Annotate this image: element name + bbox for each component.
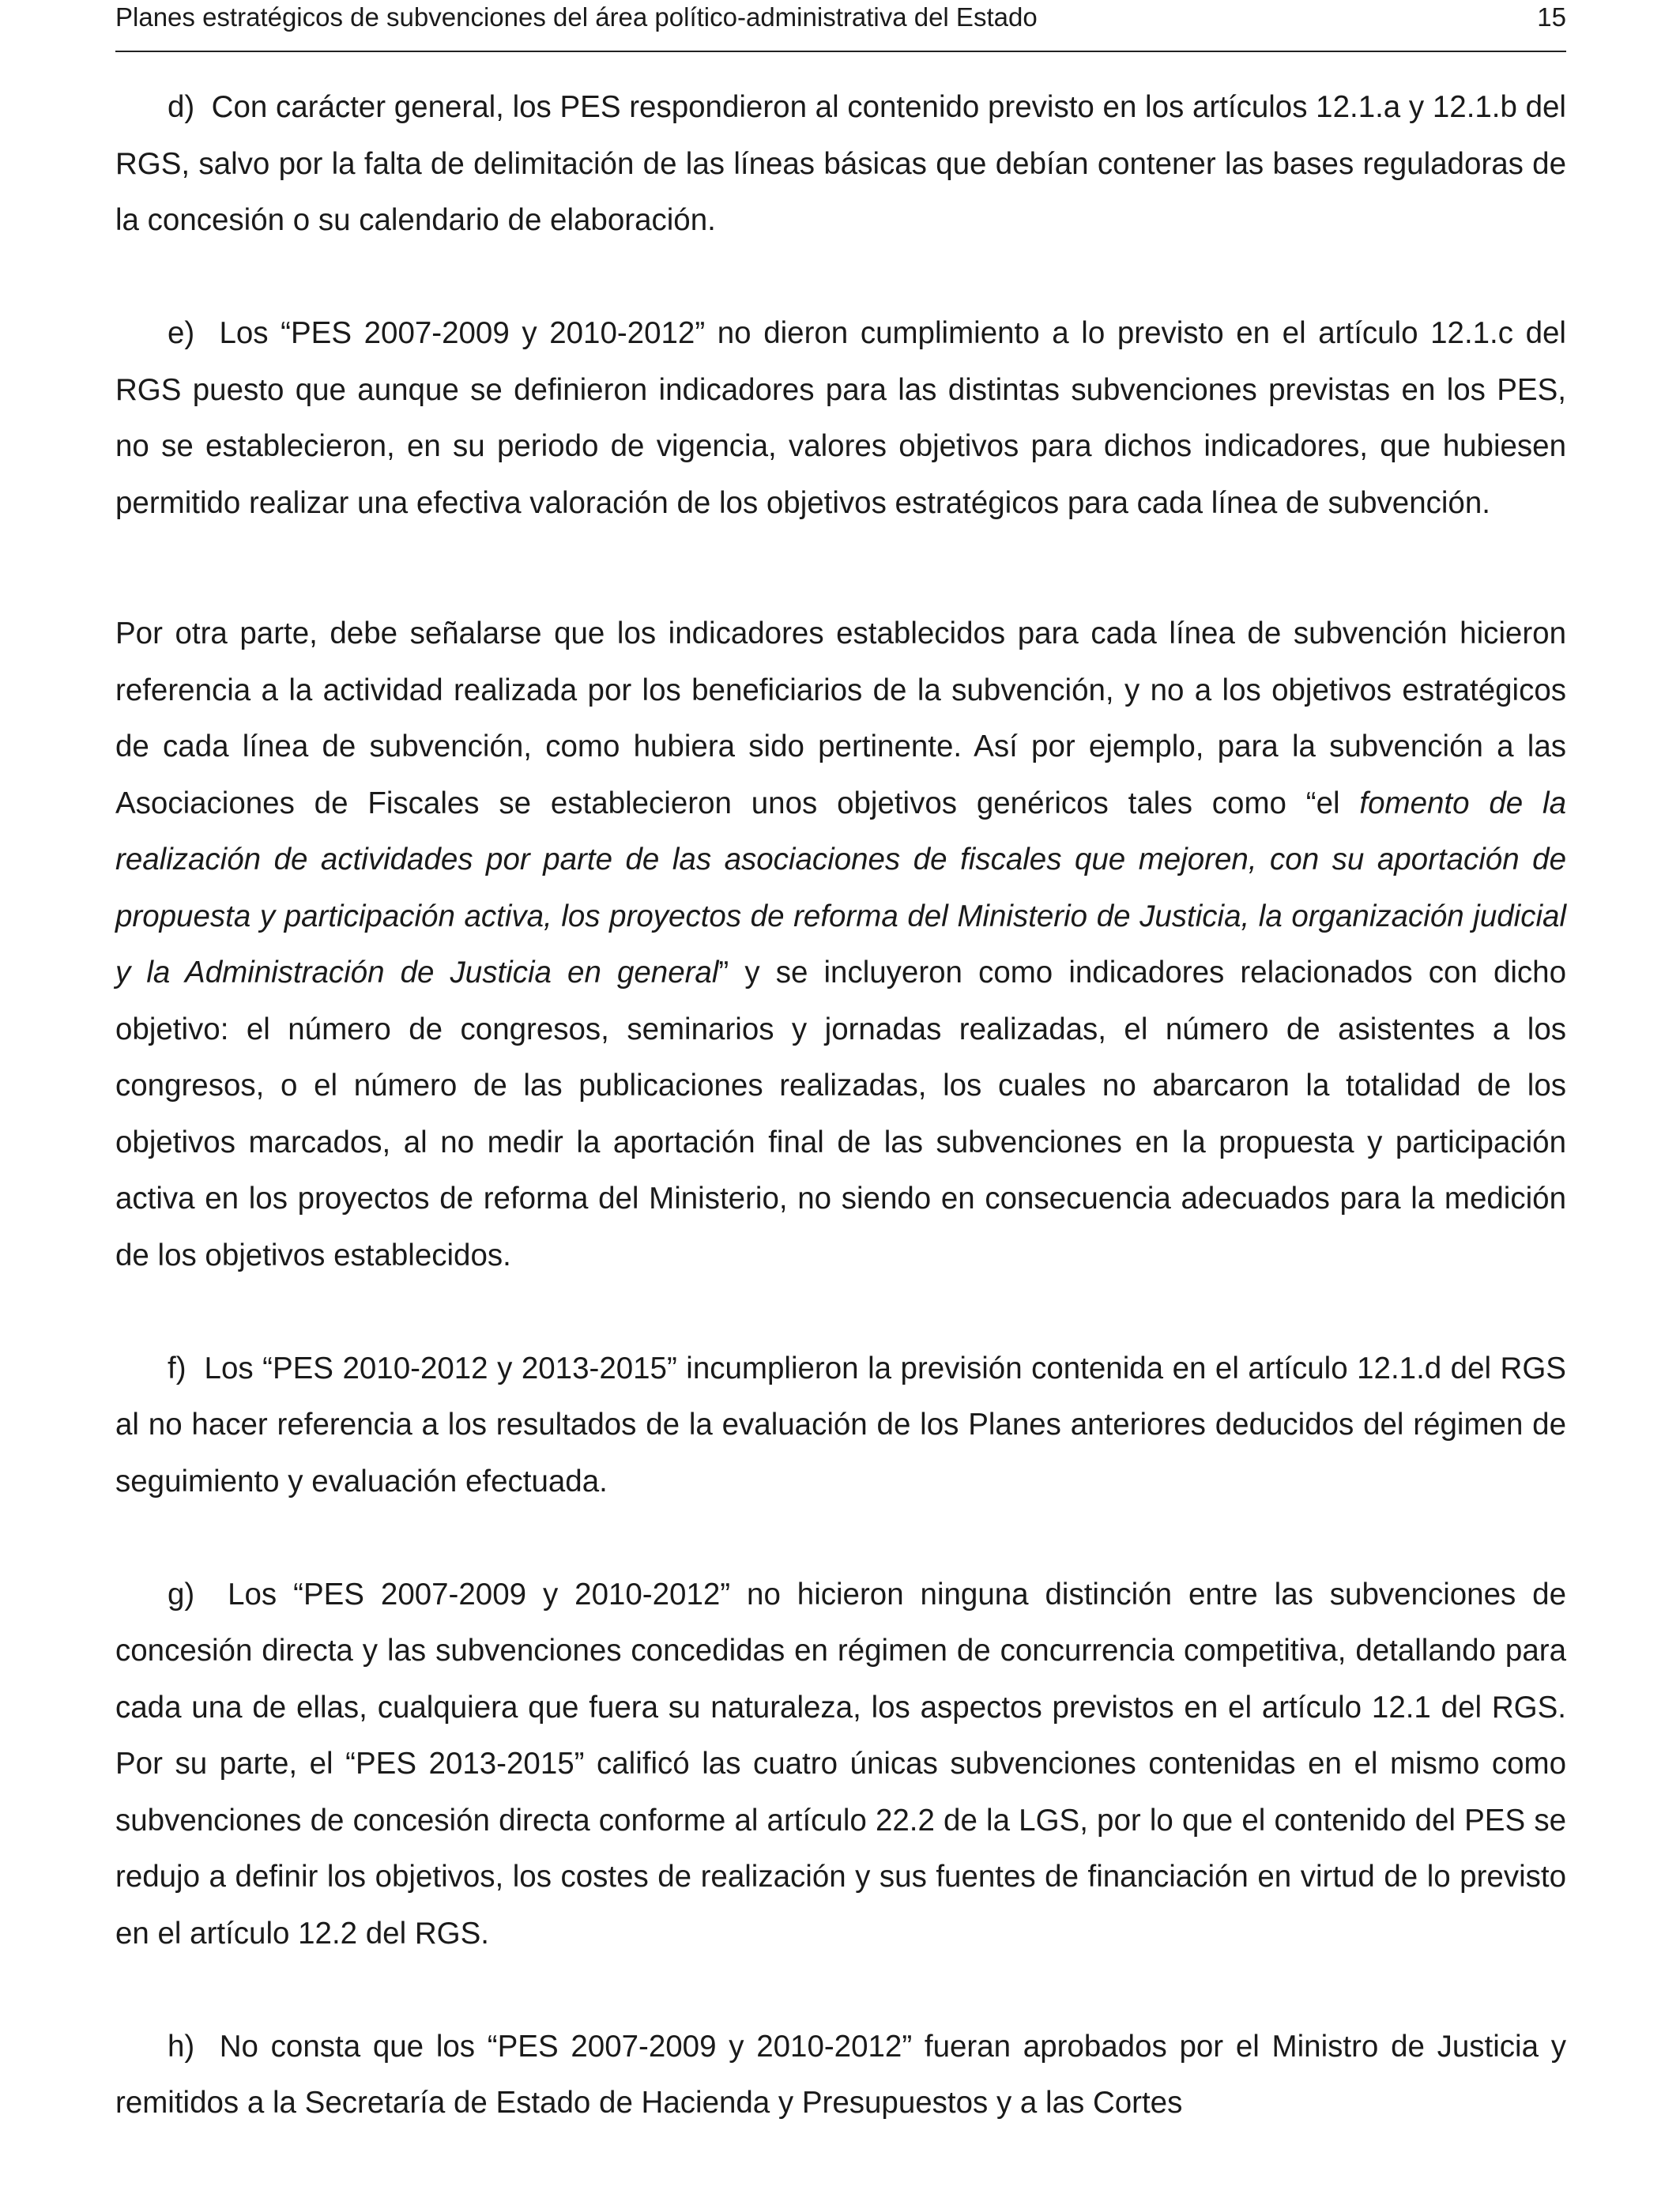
paragraph-por-otra-text-after: ” y se incluyeron como indicadores relacionados con dicho objetivo: el número de congresos, seminarios y jornadas realizadas, el número de asistentes a los congresos, o el número de las publicaciones realizadas, los cuales no abarcaron la totalidad de los objetivos marcados, al no medir la aportación final de las subvenciones en la propuesta y participación activa en los proyectos de reforma del Ministerio, no siendo en consecuencia adecuados para la medición de los objetivos establecidos. bbox=[115, 956, 1566, 1272]
paragraph-g-text: Los “PES 2007-2009 y 2010-2012” no hicieron ninguna distinción entre las subvenciones de concesión directa y las subvenciones concedidas en régimen de concurrencia competitiva, detallando para cada una de ellas, cualquiera que fuera su naturaleza, los aspectos previstos en el artículo 12.1 del RGS. Por su parte, el “PES 2013-2015” calificó las cuatro únicas subvenciones contenidas en el mismo como subvenciones de concesión directa conforme al artículo 22.2 de la LGS, por lo que el contenido del PES se redujo a definir los objetivos, los costes de realización y sus fuentes de financiación en virtud de lo previsto en el artículo 12.2 del RGS. bbox=[115, 1577, 1566, 1951]
paragraph-por-otra-parte bbox=[115, 605, 1566, 1284]
list-label-h: h) bbox=[168, 2029, 195, 2064]
paragraph-f-text: Los “PES 2010-2012 y 2013-2015” incumplieron la previsión contenida en el artículo 12.1.d del RGS al no hacer referencia a los resultados de la evaluación de los Planes anteriores deducidos del régimen de seguimiento y evaluación efectuada. bbox=[115, 1351, 1566, 1498]
paragraph-d bbox=[115, 79, 1566, 249]
paragraph-d-text: Con carácter general, los PES respondieron al contenido previsto en los artículos 12.1.a y 12.1.b del RGS, salvo por la falta de delimitación de las líneas básicas que debían contener las bases reguladoras de la concesión o su calendario de elaboración. bbox=[115, 90, 1566, 237]
list-label-g: g) bbox=[168, 1577, 195, 1612]
paragraph-h bbox=[115, 2019, 1566, 2132]
list-label-e: e) bbox=[168, 316, 195, 350]
page-number: 15 bbox=[1537, 2, 1566, 32]
paragraph-f bbox=[115, 1340, 1566, 1510]
paragraph-h-text: No consta que los “PES 2007-2009 y 2010-2012” fueran aprobados por el Ministro de Justicia y remitidos a la Secretaría de Estado de Hacienda y Presupuestos y a las Cortes bbox=[115, 2029, 1566, 2120]
list-label-f: f) bbox=[168, 1351, 186, 1385]
list-label-d: d) bbox=[168, 90, 195, 124]
paragraph-e-text: Los “PES 2007-2009 y 2010-2012” no dieron cumplimiento a lo previsto en el artículo 12.1.c del RGS puesto que aunque se definieron indicadores para las distintas subvenciones previstas en los PES, no se establecieron, en su periodo de vigencia, valores objetivos para dichos indicadores, que hubiesen permitido realizar una efectiva valoración de los objetivos estratégicos para cada línea de subvención. bbox=[115, 316, 1566, 520]
paragraph-g bbox=[115, 1566, 1566, 1962]
page-header bbox=[115, 0, 1566, 52]
paragraph-por-otra-text-before: Por otra parte, debe señalarse que los indicadores establecidos para cada línea de subvención hicieron referencia a la actividad realizada por los beneficiarios de la subvención, y no a los objetivos estratégicos de cada línea de subvención, como hubiera sido pertinente. Así por ejemplo, para la subvención a las Asociaciones de Fiscales se establecieron unos objetivos genéricos tales como “el bbox=[115, 616, 1566, 820]
paragraph-por-otra-quote: fomento de la realización de actividades por parte de las asociaciones de fiscales que mejoren, con su aportación de propuesta y participación activa, los proyectos de reforma del Ministerio de Justicia, la organización judicial y la Administración de Justicia en general bbox=[115, 786, 1567, 990]
paragraph-e bbox=[115, 305, 1566, 531]
document-body bbox=[115, 79, 1566, 2132]
header-title: Planes estratégicos de subvenciones del área político-administrativa del Estado bbox=[115, 2, 1038, 32]
